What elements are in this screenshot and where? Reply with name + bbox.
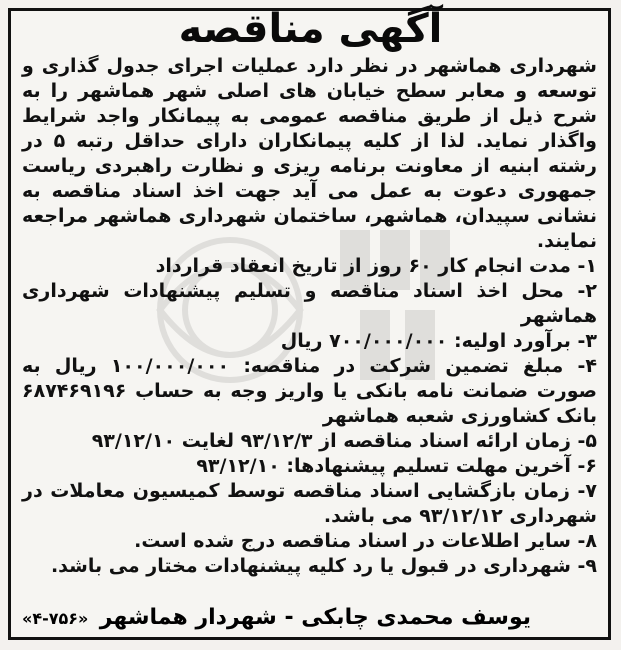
notice-item: ۳- برآورد اولیه: ۷۰۰/۰۰۰/۰۰۰ ریال	[280, 330, 597, 352]
notice-item: ۵- زمان ارائه اسناد مناقصه از ۹۳/۱۲/۳ لغایت ۹۳/۱۲/۱۰	[91, 430, 597, 452]
notice-item: ۲- محل اخذ اسناد مناقصه و تسلیم پیشنهادات شهرداری هماشهر	[22, 280, 597, 327]
notice-item: ۸- سایر اطلاعات در اسناد مناقصه درج شده است.	[134, 530, 597, 552]
signature-line	[0, 604, 621, 634]
notice-item: ۱- مدت انجام کار ۶۰ روز از تاریخ انعقاد قرارداد	[155, 255, 597, 277]
signer-name: یوسف محمدی چابکی - شهردار هماشهر	[99, 605, 531, 630]
notice-item: ۹- شهرداری در قبول یا رد کلیه پیشنهادات مختار می باشد.	[50, 555, 597, 577]
notice-item: ۶- آخرین مهلت تسلیم پیشنهادها: ۹۳/۱۲/۱۰	[196, 455, 597, 477]
notice-body	[22, 54, 597, 579]
notice-item: ۴- مبلغ تضمین شرکت در مناقصه: ۱۰۰/۰۰۰/۰۰۰ ریال به صورت ضمانت نامه بانکی یا واریز وجه به حساب ۶۸۷۴۶۹۱۹۶ بانک کشاورزی شعبه هماشهر	[22, 355, 597, 427]
notice-code: «۴-۷۵۶»	[22, 609, 89, 628]
notice-intro: شهرداری هماشهر در نظر دارد عملیات اجرای جدول گذاری و توسعه و معابر سطح خیابان های اصلی شهر هماشهر را به شرح ذیل از طریق مناقصه عمومی به پیمانکار واجد شرایط واگذار نماید. لذا از کلیه پیمانکاران دارای حداقل رتبه ۵ در رشته ابنیه از معاونت برنامه ریزی و نظارت راهبردی ریاست جمهوری دعوت به عمل می آید جهت اخذ اسناد مناقصه به نشانی سپیدان، هماشهر، ساختمان شهرداری هماشهر مراجعه نمایند.	[22, 55, 597, 252]
notice-item: ۷- زمان بازگشایی اسناد مناقصه توسط کمیسیون معاملات در شهرداری ۹۳/۱۲/۱۲ می باشد.	[22, 480, 597, 527]
notice-title: آگهی مناقصه	[178, 6, 443, 52]
